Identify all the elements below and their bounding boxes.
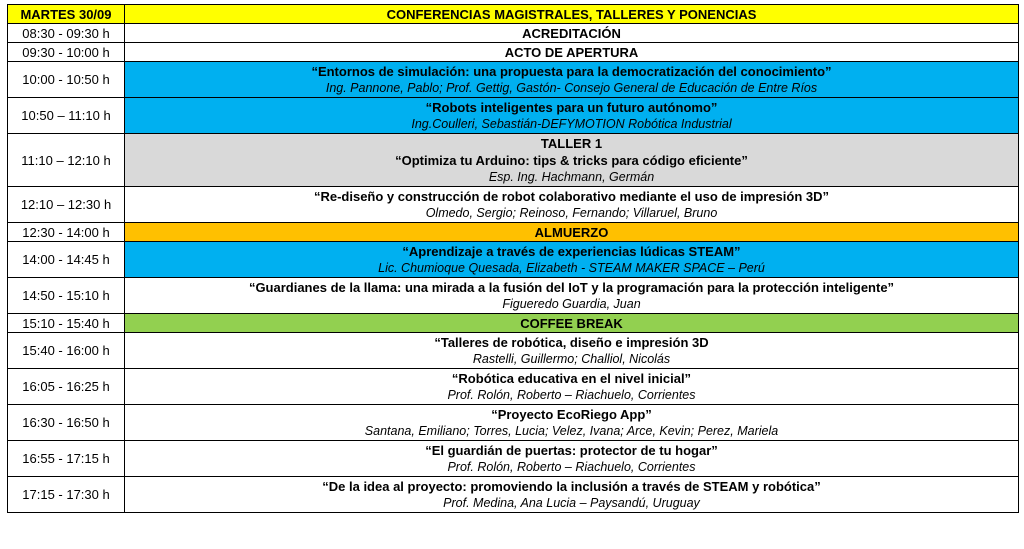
event-label: ALMUERZO bbox=[534, 224, 609, 240]
schedule-row bbox=[8, 441, 1019, 477]
talk-title: “El guardián de puertas: protector de tu hogar” bbox=[425, 442, 718, 458]
event-label: ACREDITACIÓN bbox=[522, 25, 621, 41]
schedule-row bbox=[8, 405, 1019, 441]
header-row bbox=[8, 5, 1019, 24]
talk-authors: Rastelli, Guillermo; Challiol, Nicolás bbox=[472, 351, 671, 366]
talk-title: “Guardianes de la llama: una mirada a la fusión del IoT y la programación para la protección inteligente” bbox=[248, 279, 895, 295]
time-slot: 15:10 - 15:40 h bbox=[8, 314, 125, 333]
talk-title: “Re-diseño y construcción de robot colaborativo mediante el uso de impresión 3D” bbox=[313, 188, 830, 204]
talk-authors: Figueredo Guardia, Juan bbox=[502, 296, 641, 311]
talk-title: “Proyecto EcoRiego App” bbox=[491, 406, 652, 422]
talk-authors: Ing.Coulleri, Sebastián-DEFYMOTION Robótica Industrial bbox=[411, 116, 732, 131]
talk-authors: Prof. Rolón, Roberto – Riachuelo, Corrientes bbox=[447, 459, 696, 474]
time-slot: 17:15 - 17:30 h bbox=[8, 477, 125, 513]
time-slot: 12:30 - 14:00 h bbox=[8, 223, 125, 242]
schedule-row bbox=[8, 333, 1019, 369]
schedule-row bbox=[8, 242, 1019, 278]
talk-authors: Prof. Medina, Ana Lucia – Paysandú, Uruguay bbox=[443, 495, 700, 510]
event-label: ACTO DE APERTURA bbox=[504, 44, 639, 60]
talk-authors: Olmedo, Sergio; Reinoso, Fernando; Villaruel, Bruno bbox=[425, 205, 718, 220]
time-slot: 12:10 – 12:30 h bbox=[8, 187, 125, 223]
time-slot: 11:10 – 12:10 h bbox=[8, 134, 125, 187]
time-slot: 16:55 - 17:15 h bbox=[8, 441, 125, 477]
talk-title: “De la idea al proyecto: promoviendo la inclusión a través de STEAM y robótica” bbox=[322, 478, 821, 494]
schedule-table bbox=[7, 4, 1019, 513]
talk-title: “Robots inteligentes para un futuro autónomo” bbox=[425, 99, 718, 115]
time-slot: 16:05 - 16:25 h bbox=[8, 369, 125, 405]
talk-authors: Santana, Emiliano; Torres, Lucia; Velez, Ivana; Arce, Kevin; Perez, Mariela bbox=[364, 423, 779, 438]
time-slot: 10:50 – 11:10 h bbox=[8, 98, 125, 134]
workshop-label: TALLER 1 bbox=[540, 135, 603, 151]
talk-title: “Robótica educativa en el nivel inicial” bbox=[451, 370, 692, 386]
schedule-row bbox=[8, 314, 1019, 333]
schedule-row bbox=[8, 43, 1019, 62]
schedule-row bbox=[8, 223, 1019, 242]
schedule-row bbox=[8, 369, 1019, 405]
schedule-row bbox=[8, 134, 1019, 187]
talk-title: “Optimiza tu Arduino: tips & tricks para código eficiente” bbox=[395, 152, 748, 168]
talk-authors: Lic. Chumioque Quesada, Elizabeth - STEAM MAKER SPACE – Perú bbox=[378, 260, 765, 275]
schedule-row bbox=[8, 477, 1019, 513]
talk-authors: Prof. Rolón, Roberto – Riachuelo, Corrientes bbox=[447, 387, 696, 402]
schedule-row bbox=[8, 98, 1019, 134]
day-header: MARTES 30/09 bbox=[8, 5, 125, 24]
time-slot: 10:00 - 10:50 h bbox=[8, 62, 125, 98]
schedule-row bbox=[8, 187, 1019, 223]
schedule-row bbox=[8, 24, 1019, 43]
time-slot: 14:00 - 14:45 h bbox=[8, 242, 125, 278]
talk-authors: Ing. Pannone, Pablo; Prof. Gettig, Gastón- Consejo General de Educación de Entre Ríos bbox=[325, 80, 818, 95]
time-slot: 08:30 - 09:30 h bbox=[8, 24, 125, 43]
talk-title: “Entornos de simulación: una propuesta para la democratización del conocimiento” bbox=[311, 63, 832, 79]
time-slot: 09:30 - 10:00 h bbox=[8, 43, 125, 62]
time-slot: 14:50 - 15:10 h bbox=[8, 278, 125, 314]
time-slot: 15:40 - 16:00 h bbox=[8, 333, 125, 369]
event-label: COFFEE BREAK bbox=[520, 315, 623, 331]
time-slot: 16:30 - 16:50 h bbox=[8, 405, 125, 441]
talk-title: “Talleres de robótica, diseño e impresión 3D bbox=[434, 334, 709, 350]
schedule-row bbox=[8, 62, 1019, 98]
schedule-row bbox=[8, 278, 1019, 314]
section-title: CONFERENCIAS MAGISTRALES, TALLERES Y PONENCIAS bbox=[125, 5, 1019, 24]
talk-title: “Aprendizaje a través de experiencias lúdicas STEAM” bbox=[402, 243, 741, 259]
talk-authors: Esp. Ing. Hachmann, Germán bbox=[488, 169, 655, 184]
